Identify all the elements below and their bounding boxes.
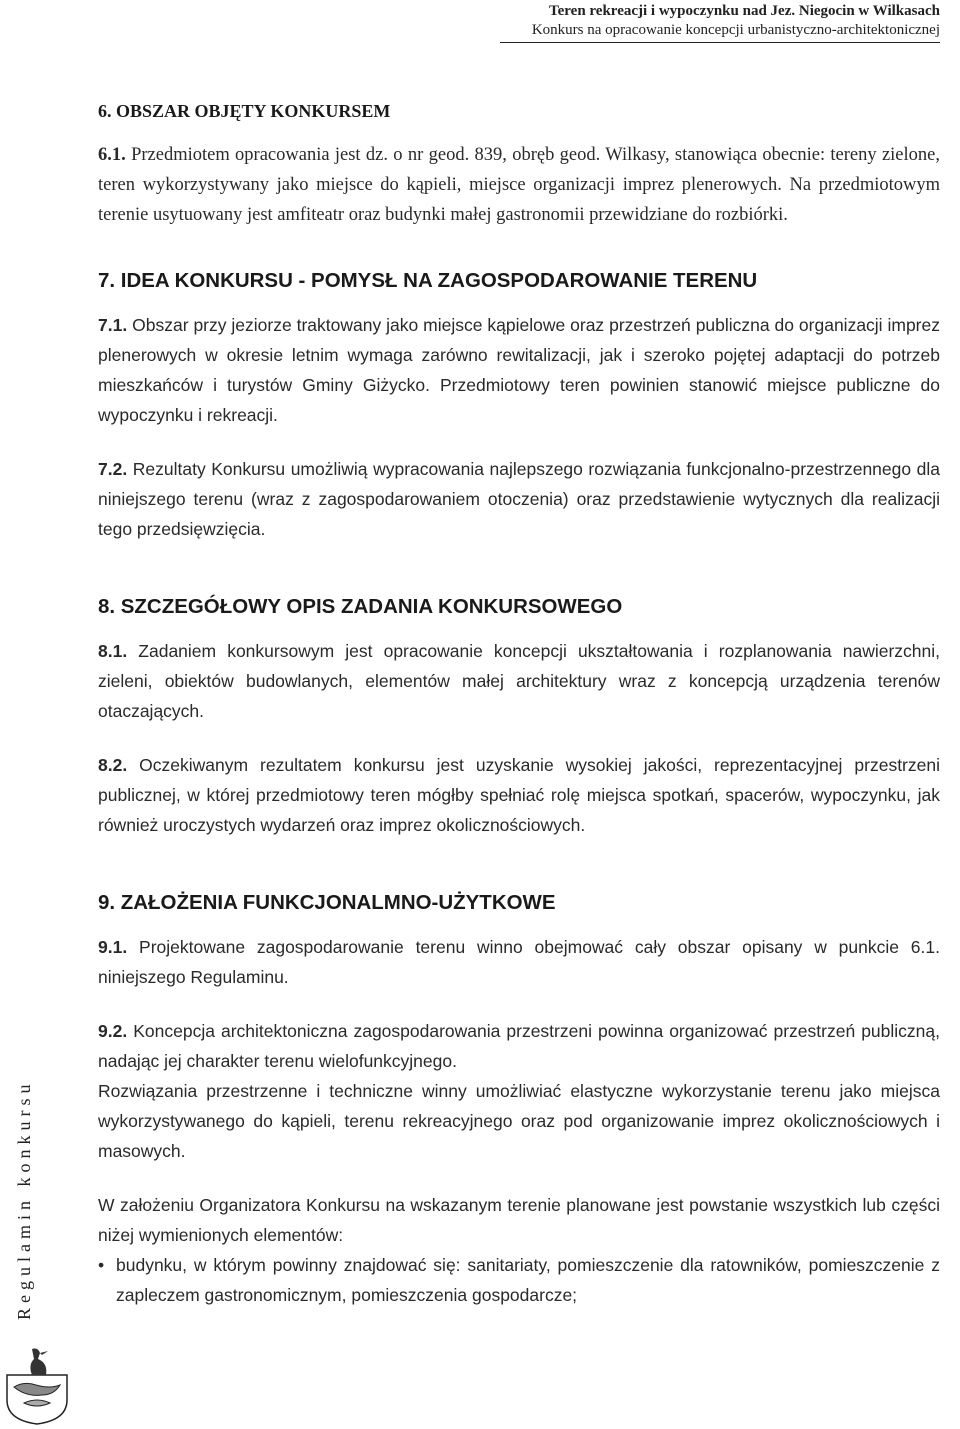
paragraph-8-1 (98, 636, 940, 726)
document-subtitle: Konkurs na opracowanie koncepcji urbanistyczno-architektonicznej (531, 22, 940, 38)
paragraph-text: Zadaniem konkursowym jest opracowanie koncepcji ukształtowania i rozplanowania nawierzchni, zieleni, obiektów budowlanych, elementów małej architektury wraz z koncepcją urządzenia terenów otaczających. (98, 641, 940, 721)
section-8-title: 8. SZCZEGÓŁOWY OPIS ZADANIA KONKURSOWEGO (98, 595, 623, 618)
paragraph-number: 9.2. (98, 1021, 128, 1041)
paragraph-number: 8.2. (98, 755, 128, 775)
section-7-title: 7. IDEA KONKURSU - POMYSŁ NA ZAGOSPODAROWANIE TERENU (98, 269, 758, 292)
paragraph-7-1 (98, 310, 940, 430)
paragraph-text: Obszar przy jeziorze traktowany jako miejsce kąpielowe oraz przestrzeń publiczna do organizacji imprez plenerowych w okresie letnim wymaga zarówno rewitalizacji, jak i szeroko pojętej adaptacji do potrzeb mieszkańców i turystów Gminy Giżycko. Przedmiotowy teren powinien stanowić miejsce publiczne do wypoczynku i rekreacji. (98, 315, 940, 425)
document-title: Teren rekreacji i wypoczynku nad Jez. Niegocin w Wilkasach (549, 3, 940, 19)
paragraph-9-2 (98, 1016, 940, 1076)
paragraph-number: 9.1. (98, 937, 128, 957)
page-header (500, 2, 940, 43)
section-9-title: 9. ZAŁOŻENIA FUNKCJONALMNO-UŻYTKOWE (98, 891, 556, 914)
paragraph-number: 8.1. (98, 641, 128, 661)
paragraph-7-2 (98, 454, 940, 544)
coat-of-arms-logo (2, 1345, 72, 1425)
list-item-text: budynku, w którym powinny znajdować się: sanitariaty, pomieszczenie dla ratowników, pomieszczenie z zapleczem gastronomicznym, pomieszczenia gospodarcze; (116, 1255, 940, 1305)
list-item (98, 1250, 940, 1310)
elements-list (98, 1250, 940, 1310)
paragraph-9-1 (98, 932, 940, 992)
paragraph-9-2-continued: Rozwiązania przestrzenne i techniczne winny umożliwiać elastyczne wykorzystanie terenu jako miejsca wykorzystywanego do kąpieli, terenu rekreacyjnego oraz pod organizowanie imprez okolicznościowych i masowych. (98, 1081, 940, 1161)
paragraph-number: 6.1. (98, 145, 126, 165)
paragraph-text: Przedmiotem opracowania jest dz. o nr geod. 839, obręb geod. Wilkasy, stanowiąca obecnie: tereny zielone, teren wykorzystywany jako miejsce do kąpieli, miejsce organizacji imprez plenerowych. Na przedmiotowym terenie usytuowany jest amfiteatr oraz budynki małej gastronomii przewidziane do rozbiórki. (98, 145, 940, 225)
paragraph-6-1 (98, 140, 940, 230)
paragraph-8-2 (98, 750, 940, 840)
section-6-title: 6. OBSZAR OBJĘTY KONKURSEM (98, 101, 391, 121)
document-body (98, 96, 940, 1310)
paragraph-number: 7.1. (98, 315, 128, 335)
paragraph-9-2-elements-intro: W założeniu Organizatora Konkursu na wskazanym terenie planowane jest powstanie wszystkich lub części niżej wymienionych elementów: (98, 1195, 940, 1245)
bullet-icon: • (98, 1255, 105, 1275)
paragraph-text: Koncepcja architektoniczna zagospodarowania przestrzeni powinna organizować przestrzeń publiczną, nadając jej charakter terenu wielofunkcyjnego. (98, 1021, 940, 1071)
side-label: Regulamin konkursu (14, 1079, 34, 1320)
paragraph-text: Oczekiwanym rezultatem konkursu jest uzyskanie wysokiej jakości, reprezentacyjnej przestrzeni publicznej, w której przedmiotowy teren mógłby spełniać rolę miejsca spotkań, spacerów, wypoczynku, jak również uroczystych wydarzeń oraz imprez okolicznościowych. (98, 755, 940, 835)
paragraph-text: Projektowane zagospodarowanie terenu winno obejmować cały obszar opisany w punkcie 6.1. niniejszego Regulaminu. (98, 937, 940, 987)
paragraph-text: Rezultaty Konkursu umożliwią wypracowania najlepszego rozwiązania funkcjonalno-przestrzennego dla niniejszego terenu (wraz z zagospodarowaniem otoczenia) oraz przedstawienie wytycznych dla realizacji tego przedsięwzięcia. (98, 459, 940, 539)
paragraph-number: 7.2. (98, 459, 128, 479)
